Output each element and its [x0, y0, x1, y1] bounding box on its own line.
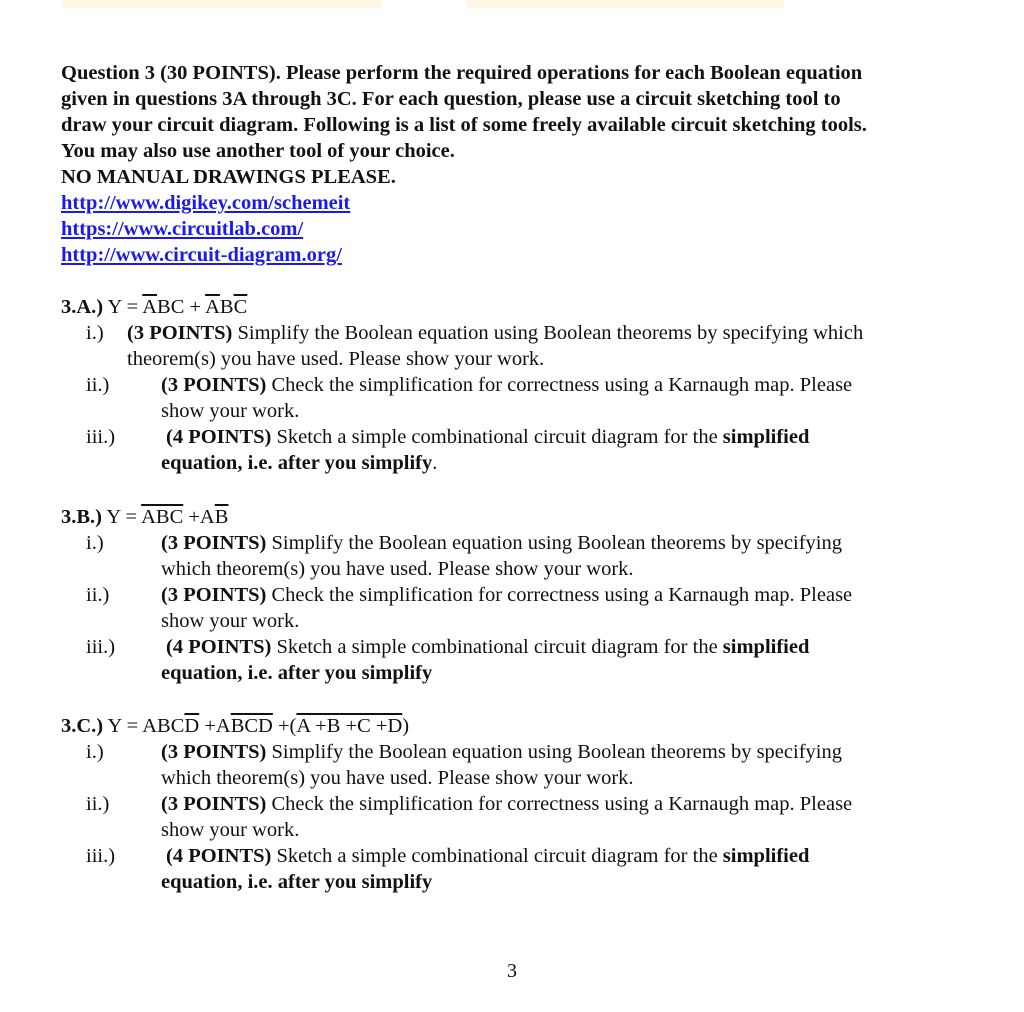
link-circuit-diagram[interactable]: http://www.circuit-diagram.org/ — [61, 244, 342, 266]
points-label: (3 POINTS) — [127, 322, 233, 344]
punctuation: . — [432, 452, 438, 474]
equation-3b — [61, 504, 981, 530]
page-number: 3 — [507, 960, 517, 982]
item-number: i.) — [86, 322, 104, 344]
intro-line-3: draw your circuit diagram. Following is a list of some freely available circuit sketching tools. — [61, 114, 867, 136]
item-text-line: Sketch a simple combinational circuit diagram for the — [271, 845, 723, 867]
eq-3a-part: $\overline{C}$ — [233, 296, 248, 318]
item-text — [61, 320, 981, 346]
emphasis: equation, i.e. after you simplify — [161, 662, 433, 684]
question-3c — [61, 713, 981, 895]
eq-3c-part: +A — [199, 715, 231, 737]
intro-line-1: Question 3 (30 POINTS). Please perform the required operations for each Boolean equation — [61, 62, 863, 84]
item-3a-iii — [61, 424, 981, 476]
item-number: iii.) — [86, 636, 116, 658]
item-text-line — [61, 450, 981, 476]
emphasis: simplified — [722, 636, 810, 658]
item-text-line: show your work. — [161, 610, 300, 632]
intro-line-4: You may also use another tool of your choice. — [61, 140, 455, 162]
item-text-line: Simplify the Boolean equation using Boolean theorems by specifying — [266, 741, 842, 763]
item-text-line: show your work. — [161, 819, 300, 841]
item-text-line: theorem(s) you have used. Please show your work. — [127, 348, 545, 370]
eq-3a-part: $\overline{A}$ — [205, 296, 220, 318]
item-number: iii.) — [86, 845, 116, 867]
intro-line-5: NO MANUAL DRAWINGS PLEASE. — [61, 166, 396, 188]
question-intro — [61, 60, 981, 268]
item-text — [61, 791, 981, 817]
label-3c: 3.C.) — [61, 715, 104, 737]
points-label: (3 POINTS) — [161, 584, 267, 606]
question-3b — [61, 504, 981, 686]
eq-3c-part: A +B +C +D — [296, 715, 403, 737]
eq-3c-part: +( — [272, 715, 297, 737]
eq-3c-part: Y = ABC — [103, 715, 185, 737]
item-text-line: Sketch a simple combinational circuit diagram for the — [271, 636, 723, 658]
eq-3c-part: $\overline{BCD}$ — [230, 715, 273, 737]
eq-3b-part: $\overline{ABC}$ — [141, 506, 184, 528]
points-label: (3 POINTS) — [161, 741, 267, 763]
points-label: (3 POINTS) — [161, 532, 267, 554]
points-label: (3 POINTS) — [161, 374, 267, 396]
eq-3b-part: +A — [183, 506, 215, 528]
item-text-line: Check the simplification for correctness using a Karnaugh map. Please — [266, 793, 853, 815]
eq-3b-part: $\overline{B}$ — [214, 506, 229, 528]
item-3c-iii — [61, 843, 981, 895]
emphasis: equation, i.e. after you simplify — [161, 452, 433, 474]
item-text — [61, 634, 981, 660]
label-3b: 3.B.) — [61, 506, 102, 528]
equation-3c — [61, 713, 981, 739]
eq-3b-part: Y = — [102, 506, 142, 528]
item-text-line: Check the simplification for correctness using a Karnaugh map. Please — [266, 584, 853, 606]
emphasis: simplified — [722, 426, 810, 448]
item-text-line: show your work. — [161, 400, 300, 422]
question-3a — [61, 294, 981, 476]
equation-3a — [61, 294, 981, 320]
item-text — [61, 530, 981, 556]
item-number: iii.) — [86, 426, 116, 448]
top-decoration-left — [62, 0, 382, 8]
item-text — [61, 582, 981, 608]
emphasis: simplified — [722, 845, 810, 867]
link-circuitlab[interactable]: https://www.circuitlab.com/ — [61, 218, 304, 240]
eq-3a-part: BC + — [157, 296, 206, 318]
item-text — [61, 372, 981, 398]
item-text — [61, 424, 981, 450]
item-3a-ii — [61, 372, 981, 424]
item-text-line: Check the simplification for correctness using a Karnaugh map. Please — [266, 374, 853, 396]
item-number: i.) — [86, 532, 104, 554]
item-text-line: Sketch a simple combinational circuit diagram for the — [271, 426, 723, 448]
item-number: ii.) — [86, 374, 110, 396]
intro-line-2: given in questions 3A through 3C. For each question, please use a circuit sketching tool to — [61, 88, 841, 110]
item-3b-iii — [61, 634, 981, 686]
eq-3c-part: ) — [402, 715, 410, 737]
emphasis: equation, i.e. after you simplify — [161, 871, 433, 893]
label-3a: 3.A.) — [61, 296, 104, 318]
item-number: ii.) — [86, 584, 110, 606]
points-label: (4 POINTS) — [166, 845, 272, 867]
item-3b-i — [61, 530, 981, 582]
item-text-line: Simplify the Boolean equation using Boolean theorems by specifying which — [232, 322, 864, 344]
item-text-line: Simplify the Boolean equation using Boolean theorems by specifying — [266, 532, 842, 554]
eq-3a-part: $\overline{A}$ — [142, 296, 158, 318]
item-3a-i — [61, 320, 981, 372]
item-number: i.) — [86, 741, 104, 763]
item-3c-i — [61, 739, 981, 791]
item-text — [61, 843, 981, 869]
points-label: (3 POINTS) — [161, 793, 267, 815]
eq-3a-part: B — [219, 296, 234, 318]
item-3b-ii — [61, 582, 981, 634]
points-label: (4 POINTS) — [166, 636, 272, 658]
item-text-line: which theorem(s) you have used. Please show your work. — [161, 558, 634, 580]
eq-3a-part: Y = — [103, 296, 143, 318]
item-text — [61, 739, 981, 765]
points-label: (4 POINTS) — [166, 426, 272, 448]
top-decoration-right — [466, 0, 784, 8]
item-text-line: which theorem(s) you have used. Please show your work. — [161, 767, 634, 789]
item-number: ii.) — [86, 793, 110, 815]
link-schemeit[interactable]: http://www.digikey.com/schemeit — [61, 192, 351, 214]
item-3c-ii — [61, 791, 981, 843]
eq-3c-part: $\overline{D}$ — [184, 715, 200, 737]
